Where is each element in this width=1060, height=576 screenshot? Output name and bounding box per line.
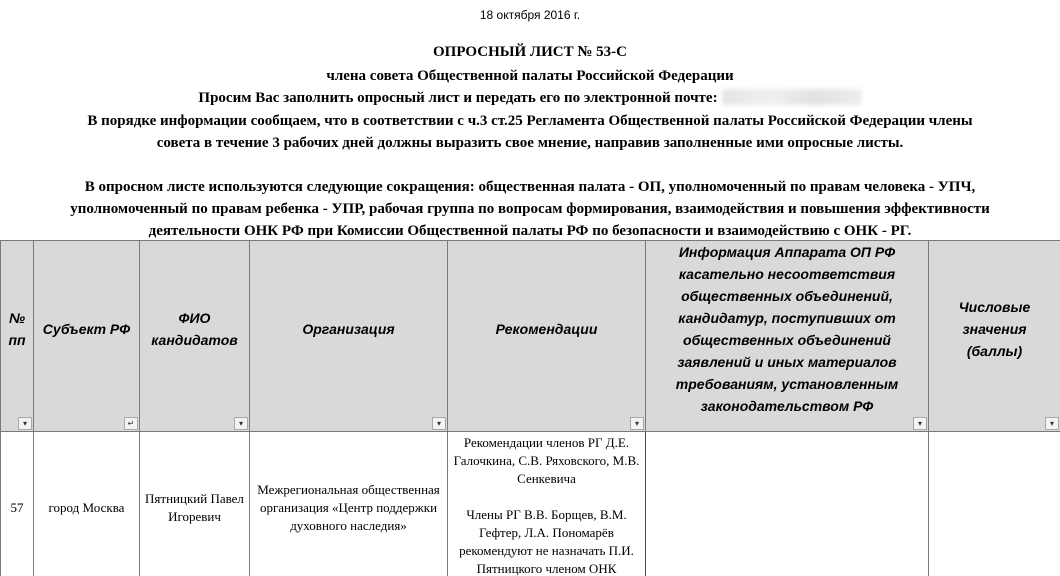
info-line-1: В порядке информации сообщаем, что в соответствии с ч.3 ст.25 Регламента Общественной палаты Российской Федерации члены: [87, 113, 973, 129]
filter-dropdown-icon[interactable]: ▾: [1045, 417, 1059, 430]
filter-dropdown-icon[interactable]: ▾: [234, 417, 248, 430]
cell-apparatus-info[interactable]: [646, 432, 929, 576]
column-label-region: Субъект РФ: [42, 321, 131, 337]
cell-candidate[interactable]: Пятницкий Павел Игоревич: [140, 432, 250, 576]
request-line: [0, 88, 1060, 108]
column-header-candidate: [140, 241, 250, 432]
table-row: [1, 432, 1060, 576]
cell-score[interactable]: [929, 432, 1060, 576]
abbreviations-line-2: уполномоченный по правам ребенка - УПР, рабочая группа по вопросам формирования, взаимодействия и повышения эффективности: [70, 201, 990, 217]
cell-recommendations[interactable]: [448, 432, 646, 576]
document-title: ОПРОСНЫЙ ЛИСТ № 53-С: [433, 44, 627, 60]
column-header-apparatus-info: [646, 241, 929, 432]
request-text: Просим Вас заполнить опросный лист и передать его по электронной почте:: [198, 90, 718, 106]
column-header-number: [1, 241, 34, 432]
column-header-score: [929, 241, 1060, 432]
survey-table-container: [0, 240, 1060, 576]
recommendation-objection: Члены РГ В.В. Борщев, В.М. Гефтер, Л.А. Пономарёв рекомендуют не назначать П.И. Пятницкого членом ОНК: [459, 507, 634, 576]
column-header-region: [34, 241, 140, 432]
recommendation-spacer: [451, 488, 642, 506]
filter-dropdown-icon[interactable]: ▾: [913, 417, 927, 430]
filter-dropdown-icon[interactable]: ▾: [630, 417, 644, 430]
column-label-organization: Организация: [302, 321, 395, 337]
column-label-apparatus-info: Информация Аппарата ОП РФ касательно несоответствия общественных объединений, кандидатур, поступивших от общественных объединений заявлений и иных материалов требованиям, установленным законодательством РФ: [675, 244, 899, 414]
survey-table: [0, 240, 1060, 576]
column-header-recommendations: [448, 241, 646, 432]
recommendation-support: Рекомендации членов РГ Д.Е. Галочкина, С.В. Ряховского, М.В. Сенкевича: [453, 435, 640, 486]
redacted-email: [722, 89, 862, 105]
column-label-score: Числовые значения (баллы): [958, 299, 1031, 359]
column-label-number: № пп: [8, 310, 26, 348]
filter-dropdown-icon[interactable]: ▾: [432, 417, 446, 430]
document-subtitle: члена совета Общественной палаты Российской Федерации: [326, 68, 734, 84]
cell-organization[interactable]: Межрегиональная общественная организация «Центр поддержки духовного наследия»: [250, 432, 448, 576]
column-label-recommendations: Рекомендации: [495, 321, 598, 337]
column-header-organization: [250, 241, 448, 432]
cell-number[interactable]: 57: [1, 432, 34, 576]
filter-dropdown-icon[interactable]: ▾: [18, 417, 32, 430]
column-label-candidate: ФИО кандидатов: [151, 310, 238, 348]
header-row: [1, 241, 1060, 432]
document-date: 18 октября 2016 г.: [479, 8, 581, 22]
cell-region[interactable]: город Москва: [34, 432, 140, 576]
info-line-2: совета в течение 3 рабочих дней должны выразить свое мнение, направив заполненные ими опросные листы.: [156, 135, 904, 151]
abbreviations-line-3: деятельности ОНК РФ при Комиссии Общественной палаты РФ по безопасности и взаимодействию с ОНК - РГ.: [148, 223, 912, 239]
abbreviations-line-1: В опросном листе используются следующие сокращения: общественная палата - ОП, уполномоченный по правам человека - УПЧ,: [84, 179, 976, 195]
sort-filter-icon[interactable]: ↵: [124, 417, 138, 430]
